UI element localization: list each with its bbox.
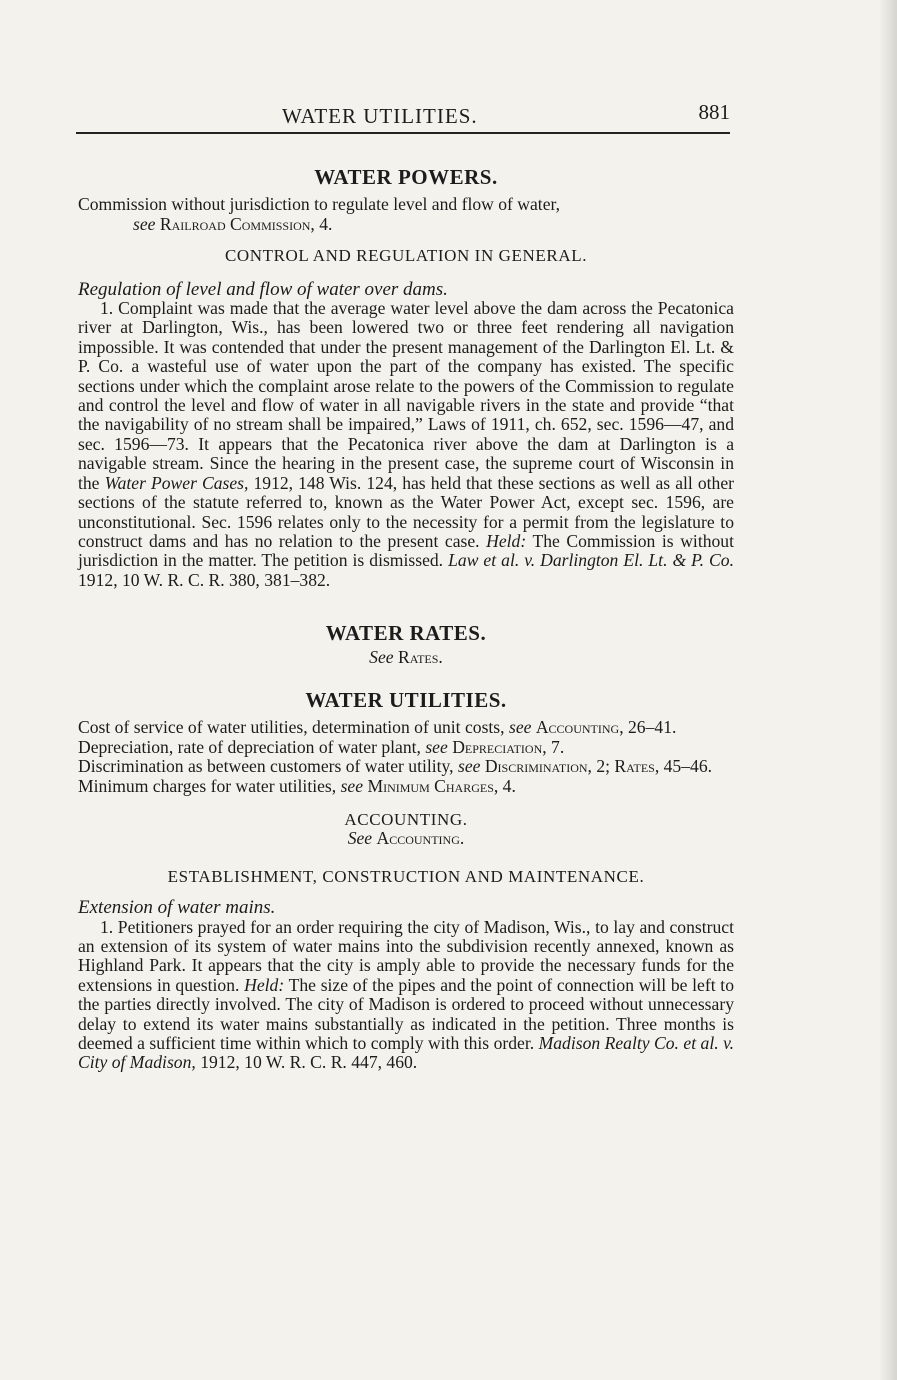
see-word: see <box>508 717 532 738</box>
topic-heading: Extension of water mains. <box>78 897 276 919</box>
page-number: 881 <box>698 100 730 124</box>
index-entry <box>78 757 734 776</box>
running-title: WATER UTILITIES. <box>282 104 478 128</box>
see-word: see <box>133 213 156 234</box>
index-entry <box>78 718 734 737</box>
held-label: Held: <box>486 530 527 551</box>
index-entry-reference <box>78 215 734 234</box>
case-paragraph <box>78 918 734 1073</box>
subheading-control-regulation: CONTROL AND REGULATION IN GENERAL. <box>224 246 588 266</box>
see-word: See <box>369 646 394 667</box>
index-entry <box>78 195 734 214</box>
index-entry-text: Minimum charges for water utilities, <box>78 775 337 796</box>
topic-heading: Regulation of level and flow of water over dams. <box>78 278 448 300</box>
see-reference <box>78 829 734 848</box>
case-citation: 1912, 10 W. R. C. R. 380, 381–382. <box>78 569 331 590</box>
cross-reference: Depreciation, 7. <box>452 736 565 757</box>
index-entry <box>78 738 734 757</box>
page-edge-shadow <box>879 0 897 1380</box>
see-word: see <box>457 756 481 777</box>
paragraph-text: 1. Complaint was made that the average water level above the dam across the Pecatonica river at Darlington, Wis., has been lowered two or three feet rendering all navigation impossible. It was contended that under the present management of the Darlington El. Lt. & P. Co. a wasteful use of water upon the part of the company has existed. The specific sections under which the complaint arose relate to the powers of the Commission to regulate and control the level and flow of water in all navigable rivers in the state and provide “that the navigability of no stream shall be impaired,” Laws of 1911, ch. 652, sec. 1596—47, and sec. 1596—73. It appears that the Pecatonica river above the dam at Darlington is a navigable stream. Since the hearing in the present case, the supreme court of Wisconsin in the <box>78 298 734 493</box>
case-citation: 1912, 10 W. R. C. R. 447, 460. <box>200 1052 418 1073</box>
subheading-accounting: ACCOUNTING. <box>344 809 468 829</box>
cross-reference: Railroad Commission, 4. <box>159 213 333 234</box>
running-header <box>76 98 730 134</box>
paragraph-text: 1912, 148 Wis. 124, has held that these sections as well as all other sections of the statute referred to, known as the Water Power Act, except sec. 1596, are unconstitutional. Sec. 1596 relates only to the necessity for a permit from the legislature to construct dams and has no relation to the present case. <box>78 472 734 551</box>
paragraph-text: The Commission is without jurisdiction in the matter. The petition is dismissed. <box>78 530 734 571</box>
page-content <box>78 165 734 1073</box>
cross-reference: Accounting. <box>376 828 465 849</box>
paragraph-text: The size of the pipes and the point of connection will be left to the parties directly involved. The city of Madison is ordered to proceed without unnecessary delay to extend its water mains substantially as indicated in the petition. Three months is deemed a sufficient time within which to comply with this order. <box>78 974 734 1054</box>
case-paragraph <box>78 299 734 590</box>
cross-reference: Minimum Charges, 4. <box>367 775 516 796</box>
see-word: see <box>425 736 448 757</box>
case-name: Madison Realty Co. et al. v. City of Madison, <box>78 1033 734 1073</box>
index-entry-text: Depreciation, rate of depreciation of water plant, <box>78 736 421 757</box>
cross-reference: Discrimination, 2; Rates, 45–46. <box>484 756 713 777</box>
cross-reference: Rates. <box>398 646 443 667</box>
index-entry-text: Commission without jurisdiction to regulate level and flow of water, <box>78 194 561 215</box>
see-word: see <box>340 775 364 796</box>
subheading-establishment: ESTABLISHMENT, CONSTRUCTION AND MAINTENANCE. <box>167 866 645 886</box>
see-word: See <box>347 828 373 849</box>
section-heading-water-utilities: WATER UTILITIES. <box>305 687 507 712</box>
index-entry-text: Discrimination as between customers of water utility, <box>78 756 454 777</box>
section-heading-water-powers: WATER POWERS. <box>314 165 498 189</box>
section-heading-water-rates: WATER RATES. <box>325 621 487 646</box>
index-entry <box>78 777 734 796</box>
case-name: Law et al. v. Darlington El. Lt. & P. Co. <box>448 550 734 571</box>
cross-reference: Accounting, 26–41. <box>535 717 677 738</box>
index-entry-text: Cost of service of water utilities, determination of unit costs, <box>78 717 505 738</box>
paragraph-text: 1. Petitioners prayed for an order requiring the city of Madison, Wis., to lay and construct an extension of its system of water mains into the subdivision recently annexed, known as Highland Park. It appears that the city is amply able to provide the necessary funds for the extensions in question. <box>78 916 734 995</box>
held-label: Held: <box>244 974 285 995</box>
see-reference <box>78 648 734 667</box>
case-title-italic: Water Power Cases, <box>104 472 249 493</box>
